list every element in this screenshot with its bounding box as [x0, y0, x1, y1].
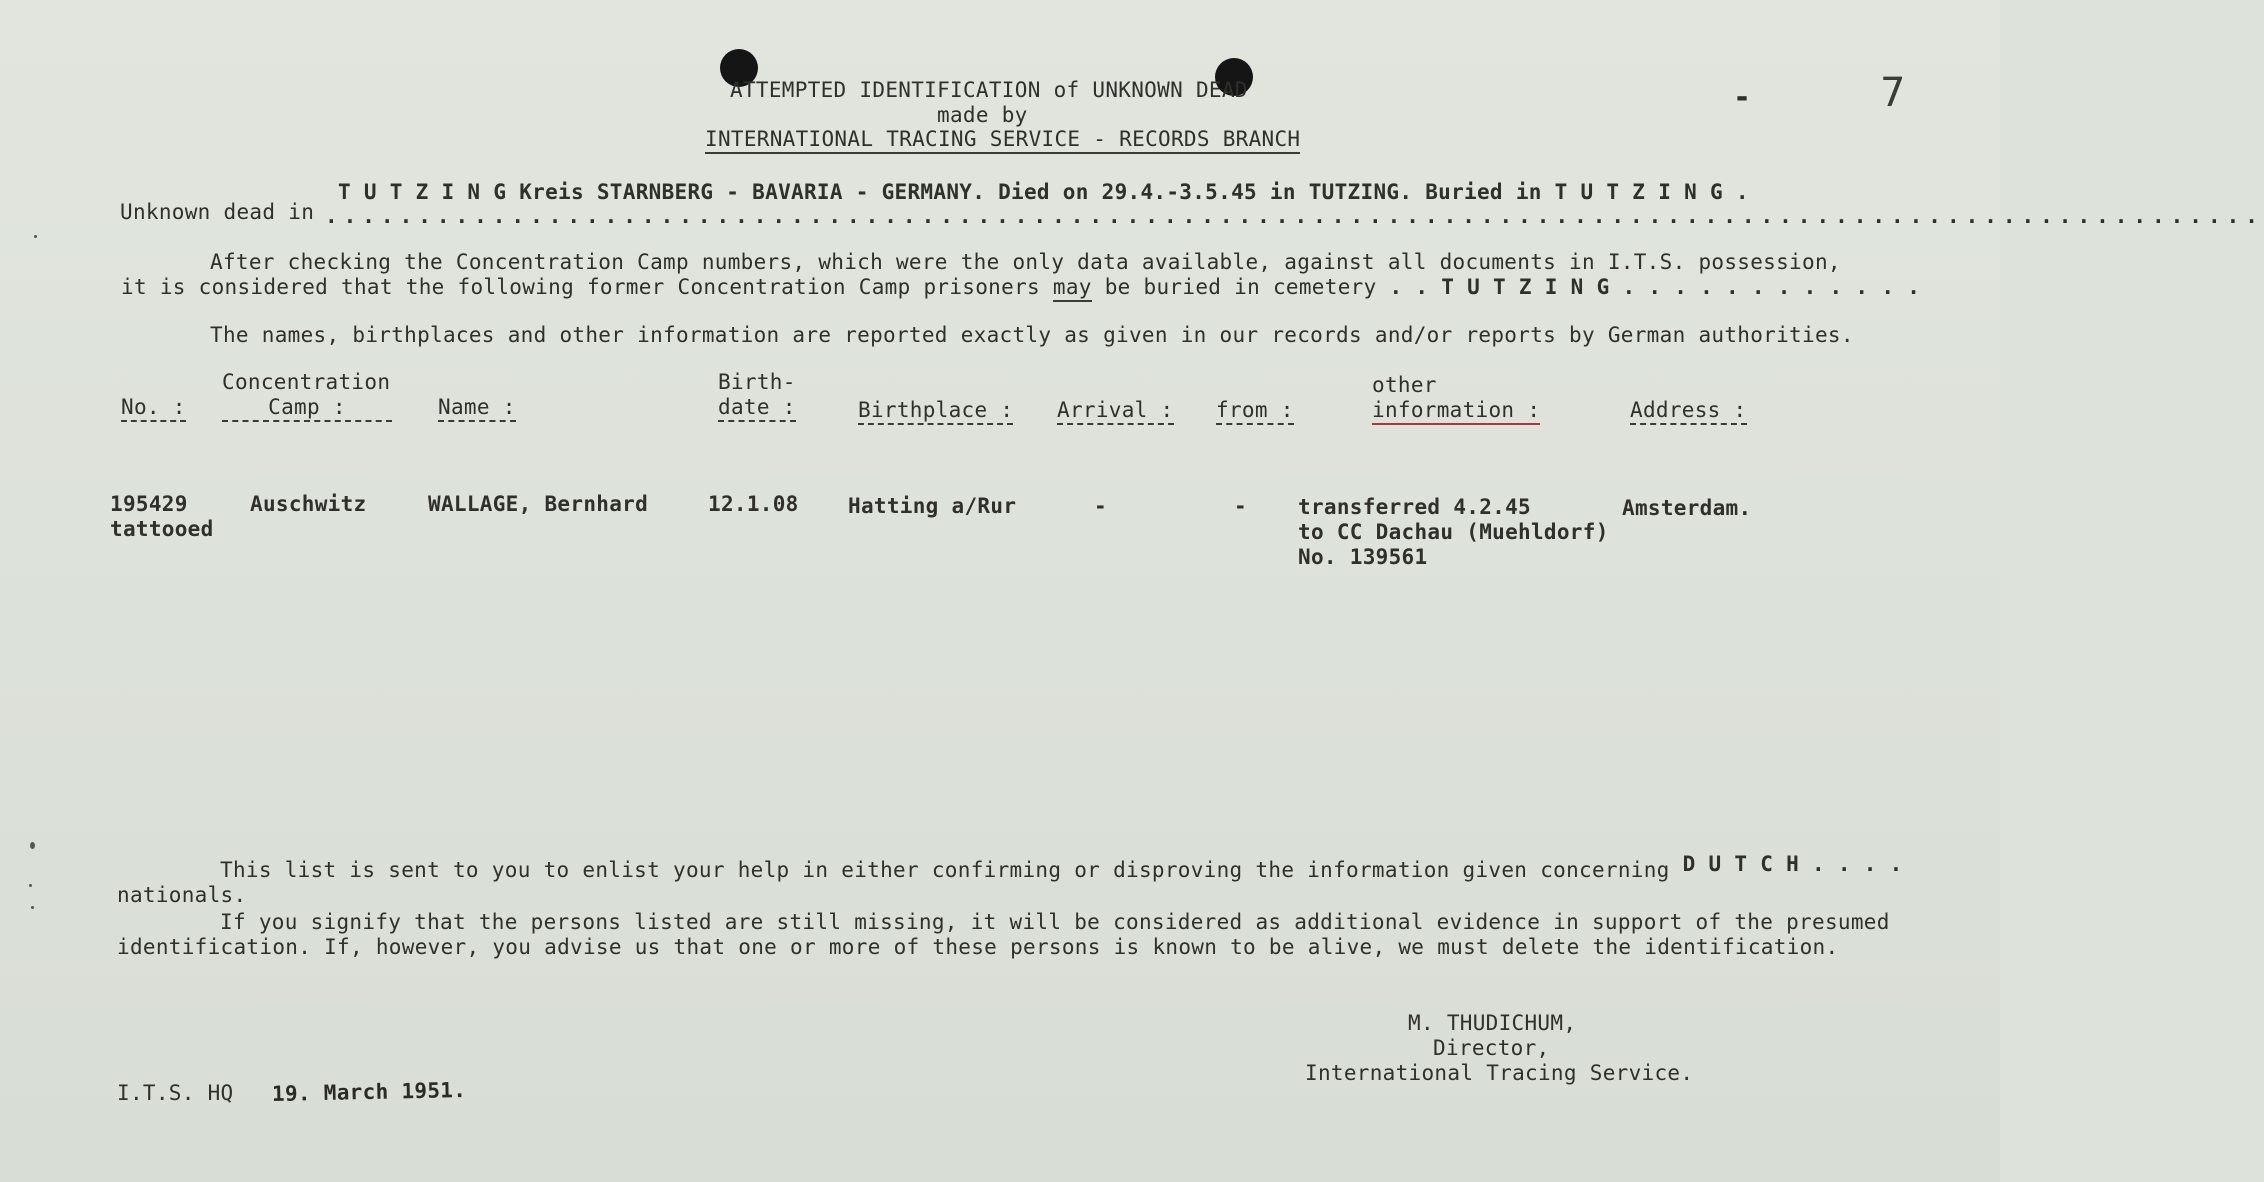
- row-address: Amsterdam.: [1622, 496, 1752, 520]
- header-arrival: Arrival :: [1057, 398, 1174, 425]
- intro-line-2-before: it is considered that the following former Concentration Camp prisoners: [121, 275, 1040, 299]
- intro-line-2: [121, 275, 1920, 299]
- header-from: from :: [1216, 398, 1294, 425]
- location-text: T U T Z I N G Kreis STARNBERG - BAVARIA - GERMANY. Died on 29.4.-3.5.45 in TUTZING. Buried in T U T Z I N G .: [338, 180, 1749, 204]
- header-other-top: other: [1372, 373, 1437, 397]
- document-subtitle: made by: [937, 103, 1028, 127]
- row-info-line-1: transferred 4.2.45: [1298, 495, 1531, 519]
- row-info-line-2: to CC Dachau (Muehldorf): [1298, 520, 1609, 544]
- header-camp-top: Concentration: [222, 370, 391, 394]
- intro-may-underlined: may: [1053, 275, 1092, 302]
- header-camp: Camp :: [222, 395, 392, 422]
- header-birth-top: Birth-: [718, 370, 796, 394]
- row-info-line-3: No. 139561: [1298, 545, 1428, 569]
- header-name: Name :: [438, 395, 516, 422]
- dateline-date: 19. March 1951.: [271, 1077, 467, 1107]
- page-number: 7: [1880, 70, 1906, 116]
- footer-p1-line-2: nationals.: [117, 883, 247, 907]
- signature-name: M. THUDICHUM,: [1408, 1011, 1577, 1035]
- row-from: -: [1234, 494, 1247, 518]
- row-no: 195429: [110, 492, 188, 516]
- location-dot-leader: ........................................................................................................: [325, 204, 2264, 228]
- margin-speck: [31, 906, 34, 909]
- row-arrival: -: [1094, 494, 1107, 518]
- footer-p2-line-1: If you signify that the persons listed are still missing, it will be considered as additional evidence in support of the presumed: [220, 910, 1890, 934]
- location-prefix: Unknown dead in: [120, 200, 315, 224]
- footer-p1-line-1: [220, 852, 1903, 882]
- intro-line-3: The names, birthplaces and other information are reported exactly as given in our records and/or reports by German authorities.: [210, 323, 1854, 347]
- margin-speck: [30, 842, 35, 849]
- footer-p1-text: This list is sent to you to enlist your help in either confirming or disproving the information given concerning: [220, 858, 1670, 882]
- header-address: Address :: [1630, 398, 1747, 425]
- footer-p2-line-2: identification. If, however, you advise us that one or more of these persons is known to be alive, we must delete the identification.: [117, 935, 1839, 959]
- row-name: WALLAGE, Bernhard: [428, 492, 649, 516]
- signature-role: Director,: [1433, 1036, 1550, 1060]
- row-camp: Auschwitz: [250, 492, 367, 516]
- corner-mark: -: [1733, 80, 1752, 115]
- nationality: D U T C H . . . .: [1682, 852, 1903, 876]
- cemetery-place: . . T U T Z I N G . . . . . . . . . . . .: [1389, 275, 1921, 299]
- intro-line-2-after: be buried in cemetery: [1104, 275, 1377, 299]
- header-no: No. :: [121, 395, 186, 422]
- dateline-prefix: I.T.S. HQ: [117, 1081, 234, 1105]
- intro-line-1: After checking the Concentration Camp numbers, which were the only data available, against all documents in I.T.S. possession,: [210, 250, 1841, 274]
- document-title: ATTEMPTED IDENTIFICATION of UNKNOWN DEAD: [730, 78, 1248, 102]
- signature-org: International Tracing Service.: [1305, 1061, 1694, 1085]
- row-no-tattooed: tattooed: [110, 517, 214, 541]
- row-birthdate: 12.1.08: [708, 492, 799, 516]
- header-other-information: information :: [1372, 398, 1540, 425]
- header-birthplace: Birthplace :: [858, 398, 1013, 425]
- organization-line: INTERNATIONAL TRACING SERVICE - RECORDS BRANCH: [705, 127, 1300, 154]
- header-birthdate: date :: [718, 395, 796, 422]
- row-birthplace: Hatting a/Rur: [848, 494, 1017, 518]
- margin-speck: [34, 235, 37, 238]
- margin-speck: [29, 884, 32, 887]
